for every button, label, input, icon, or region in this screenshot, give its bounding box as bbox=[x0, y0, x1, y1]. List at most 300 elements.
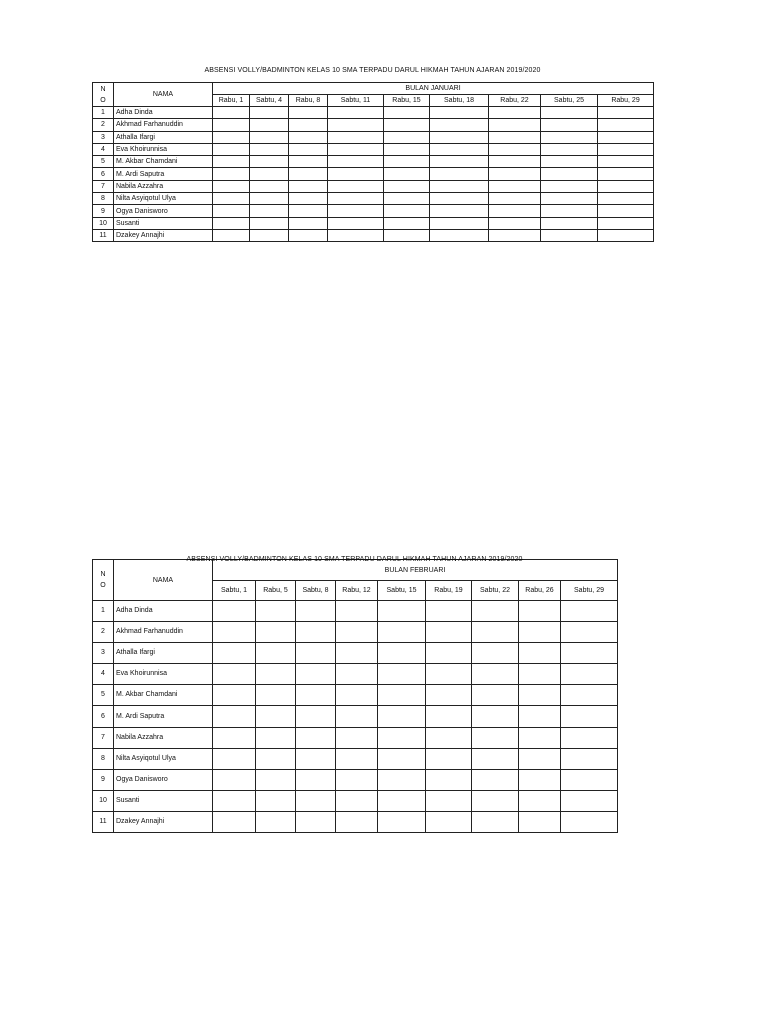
table-row bbox=[93, 601, 618, 622]
student-name: Ogya Danisworo bbox=[114, 205, 213, 217]
no-header-top: N bbox=[100, 571, 106, 578]
student-name: Adha Dinda bbox=[114, 107, 213, 119]
attendance-cell[interactable] bbox=[598, 156, 654, 168]
attendance-cell[interactable] bbox=[256, 769, 296, 790]
attendance-cell[interactable] bbox=[213, 790, 256, 811]
attendance-cell[interactable] bbox=[296, 601, 336, 622]
attendance-cell[interactable] bbox=[384, 168, 430, 180]
attendance-cell[interactable] bbox=[472, 685, 519, 706]
table-row bbox=[93, 205, 654, 217]
attendance-cell[interactable] bbox=[289, 107, 328, 119]
attendance-cell[interactable] bbox=[213, 217, 250, 229]
attendance-cell[interactable] bbox=[426, 601, 472, 622]
date-header: Sabtu, 8 bbox=[296, 581, 336, 601]
attendance-cell[interactable] bbox=[256, 643, 296, 664]
student-number: 10 bbox=[93, 217, 114, 229]
attendance-cell[interactable] bbox=[430, 180, 489, 192]
attendance-cell[interactable] bbox=[296, 643, 336, 664]
attendance-cell[interactable] bbox=[541, 180, 598, 192]
table-row bbox=[93, 706, 618, 727]
attendance-cell[interactable] bbox=[378, 643, 426, 664]
table-row bbox=[93, 156, 654, 168]
student-name: Susanti bbox=[114, 217, 213, 229]
attendance-cell[interactable] bbox=[541, 156, 598, 168]
attendance-cell[interactable] bbox=[489, 119, 541, 131]
date-header: Sabtu, 22 bbox=[472, 581, 519, 601]
student-name: M. Ardi Saputra bbox=[114, 706, 213, 727]
student-number: 7 bbox=[93, 727, 114, 748]
student-name: Akhmad Farhanuddin bbox=[114, 622, 213, 643]
attendance-cell[interactable] bbox=[289, 143, 328, 155]
attendance-cell[interactable] bbox=[289, 131, 328, 143]
header-row bbox=[93, 83, 654, 95]
table-row bbox=[93, 748, 618, 769]
attendance-cell[interactable] bbox=[384, 193, 430, 205]
attendance-cell[interactable] bbox=[328, 193, 384, 205]
attendance-cell[interactable] bbox=[430, 156, 489, 168]
attendance-cell[interactable] bbox=[598, 205, 654, 217]
attendance-table bbox=[92, 559, 618, 833]
attendance-cell[interactable] bbox=[336, 748, 378, 769]
student-name: Nabila Azzahra bbox=[114, 180, 213, 192]
attendance-cell[interactable] bbox=[213, 143, 250, 155]
attendance-cell[interactable] bbox=[541, 217, 598, 229]
attendance-cell[interactable] bbox=[426, 769, 472, 790]
attendance-cell[interactable] bbox=[561, 643, 618, 664]
date-header: Sabtu, 11 bbox=[328, 95, 384, 107]
attendance-cell[interactable] bbox=[378, 790, 426, 811]
date-header: Sabtu, 18 bbox=[430, 95, 489, 107]
attendance-cell[interactable] bbox=[336, 685, 378, 706]
table-row bbox=[93, 193, 654, 205]
attendance-cell[interactable] bbox=[472, 811, 519, 832]
attendance-cell[interactable] bbox=[519, 643, 561, 664]
attendance-cell[interactable] bbox=[598, 168, 654, 180]
attendance-cell[interactable] bbox=[289, 217, 328, 229]
student-name: Nilta Asyiqotul Ulya bbox=[114, 748, 213, 769]
attendance-cell[interactable] bbox=[426, 790, 472, 811]
attendance-cell[interactable] bbox=[472, 790, 519, 811]
date-header: Rabu, 26 bbox=[519, 581, 561, 601]
student-name: Eva Khoirunnisa bbox=[114, 143, 213, 155]
attendance-cell[interactable] bbox=[378, 769, 426, 790]
attendance-cell[interactable] bbox=[296, 769, 336, 790]
student-number: 5 bbox=[93, 156, 114, 168]
table-row bbox=[93, 180, 654, 192]
attendance-cell[interactable] bbox=[378, 748, 426, 769]
attendance-cell[interactable] bbox=[328, 107, 384, 119]
month-header: BULAN FEBRUARI bbox=[213, 560, 618, 581]
date-header: Sabtu, 15 bbox=[378, 581, 426, 601]
name-header: NAMA bbox=[114, 560, 213, 601]
no-header-bottom: O bbox=[100, 582, 106, 589]
no-header bbox=[93, 560, 114, 601]
attendance-cell[interactable] bbox=[489, 217, 541, 229]
attendance-cell[interactable] bbox=[384, 143, 430, 155]
attendance-cell[interactable] bbox=[213, 229, 250, 241]
attendance-cell[interactable] bbox=[430, 168, 489, 180]
date-header: Sabtu, 4 bbox=[250, 95, 289, 107]
attendance-cell[interactable] bbox=[430, 143, 489, 155]
attendance-cell[interactable] bbox=[328, 131, 384, 143]
attendance-cell[interactable] bbox=[328, 168, 384, 180]
attendance-cell[interactable] bbox=[472, 643, 519, 664]
attendance-cell[interactable] bbox=[213, 643, 256, 664]
attendance-cell[interactable] bbox=[426, 811, 472, 832]
attendance-cell[interactable] bbox=[598, 131, 654, 143]
attendance-cell[interactable] bbox=[489, 156, 541, 168]
attendance-cell[interactable] bbox=[561, 748, 618, 769]
table-row bbox=[93, 664, 618, 685]
date-header: Sabtu, 1 bbox=[213, 581, 256, 601]
attendance-cell[interactable] bbox=[472, 622, 519, 643]
attendance-cell[interactable] bbox=[336, 811, 378, 832]
student-number: 3 bbox=[93, 131, 114, 143]
attendance-cell[interactable] bbox=[378, 727, 426, 748]
attendance-cell[interactable] bbox=[519, 685, 561, 706]
attendance-cell[interactable] bbox=[213, 168, 250, 180]
attendance-cell[interactable] bbox=[250, 143, 289, 155]
attendance-cell[interactable] bbox=[336, 769, 378, 790]
attendance-cell[interactable] bbox=[489, 193, 541, 205]
attendance-cell[interactable] bbox=[430, 107, 489, 119]
attendance-cell[interactable] bbox=[430, 229, 489, 241]
attendance-cell[interactable] bbox=[328, 229, 384, 241]
attendance-cell[interactable] bbox=[561, 664, 618, 685]
attendance-cell[interactable] bbox=[256, 790, 296, 811]
attendance-cell[interactable] bbox=[519, 727, 561, 748]
attendance-cell[interactable] bbox=[519, 748, 561, 769]
attendance-cell[interactable] bbox=[336, 706, 378, 727]
attendance-cell[interactable] bbox=[519, 601, 561, 622]
attendance-cell[interactable] bbox=[384, 229, 430, 241]
attendance-cell[interactable] bbox=[472, 727, 519, 748]
attendance-cell[interactable] bbox=[289, 193, 328, 205]
attendance-cell[interactable] bbox=[489, 180, 541, 192]
student-number: 2 bbox=[93, 622, 114, 643]
attendance-cell[interactable] bbox=[561, 769, 618, 790]
attendance-cell[interactable] bbox=[384, 119, 430, 131]
attendance-cell[interactable] bbox=[256, 622, 296, 643]
attendance-cell[interactable] bbox=[472, 664, 519, 685]
date-header: Rabu, 15 bbox=[384, 95, 430, 107]
attendance-cell[interactable] bbox=[598, 217, 654, 229]
attendance-cell[interactable] bbox=[289, 229, 328, 241]
table-row bbox=[93, 229, 654, 241]
attendance-cell[interactable] bbox=[250, 119, 289, 131]
attendance-cell[interactable] bbox=[430, 205, 489, 217]
attendance-cell[interactable] bbox=[489, 205, 541, 217]
attendance-cell[interactable] bbox=[336, 664, 378, 685]
attendance-cell[interactable] bbox=[430, 131, 489, 143]
student-name: Athalla Ifargi bbox=[114, 643, 213, 664]
attendance-cell[interactable] bbox=[328, 217, 384, 229]
student-number: 10 bbox=[93, 790, 114, 811]
month-header: BULAN JANUARI bbox=[213, 83, 654, 95]
attendance-cell[interactable] bbox=[213, 664, 256, 685]
date-header: Rabu, 1 bbox=[213, 95, 250, 107]
attendance-cell[interactable] bbox=[378, 622, 426, 643]
attendance-cell[interactable] bbox=[296, 811, 336, 832]
table-row bbox=[93, 790, 618, 811]
student-number: 1 bbox=[93, 107, 114, 119]
attendance-cell[interactable] bbox=[213, 205, 250, 217]
attendance-cell[interactable] bbox=[561, 601, 618, 622]
attendance-cell[interactable] bbox=[426, 685, 472, 706]
attendance-cell[interactable] bbox=[213, 193, 250, 205]
attendance-cell[interactable] bbox=[250, 168, 289, 180]
attendance-cell[interactable] bbox=[328, 180, 384, 192]
attendance-cell[interactable] bbox=[289, 205, 328, 217]
attendance-cell[interactable] bbox=[561, 811, 618, 832]
attendance-cell[interactable] bbox=[256, 601, 296, 622]
attendance-cell[interactable] bbox=[256, 685, 296, 706]
no-header-top: N bbox=[100, 85, 106, 93]
attendance-cell[interactable] bbox=[519, 769, 561, 790]
sheet-title: ABSENSI VOLLY/BADMINTON KELAS 10 SMA TERPADU DARUL HIKMAH TAHUN AJARAN 2019/2020 bbox=[186, 556, 523, 563]
table-row bbox=[93, 217, 654, 229]
attendance-cell[interactable] bbox=[426, 727, 472, 748]
attendance-cell[interactable] bbox=[256, 748, 296, 769]
attendance-cell[interactable] bbox=[598, 193, 654, 205]
attendance-cell[interactable] bbox=[561, 685, 618, 706]
attendance-cell[interactable] bbox=[384, 180, 430, 192]
attendance-cell[interactable] bbox=[213, 811, 256, 832]
attendance-cell[interactable] bbox=[213, 180, 250, 192]
student-name: Dzakey Annajhi bbox=[114, 229, 213, 241]
attendance-cell[interactable] bbox=[213, 119, 250, 131]
student-number: 8 bbox=[93, 193, 114, 205]
attendance-cell[interactable] bbox=[213, 769, 256, 790]
date-header: Rabu, 29 bbox=[598, 95, 654, 107]
attendance-cell[interactable] bbox=[561, 790, 618, 811]
attendance-cell[interactable] bbox=[213, 727, 256, 748]
attendance-cell[interactable] bbox=[256, 727, 296, 748]
attendance-cell[interactable] bbox=[489, 168, 541, 180]
attendance-cell[interactable] bbox=[430, 193, 489, 205]
attendance-cell[interactable] bbox=[296, 727, 336, 748]
student-name: Susanti bbox=[114, 790, 213, 811]
attendance-cell[interactable] bbox=[378, 706, 426, 727]
attendance-cell[interactable] bbox=[378, 664, 426, 685]
attendance-cell[interactable] bbox=[213, 131, 250, 143]
attendance-cell[interactable] bbox=[541, 143, 598, 155]
student-name: Dzakey Annajhi bbox=[114, 811, 213, 832]
attendance-cell[interactable] bbox=[250, 217, 289, 229]
table-row bbox=[93, 119, 654, 131]
attendance-cell[interactable] bbox=[250, 205, 289, 217]
attendance-cell[interactable] bbox=[256, 664, 296, 685]
date-header: Rabu, 22 bbox=[489, 95, 541, 107]
student-name: Ogya Danisworo bbox=[114, 769, 213, 790]
attendance-cell[interactable] bbox=[541, 193, 598, 205]
attendance-cell[interactable] bbox=[472, 601, 519, 622]
table-row bbox=[93, 811, 618, 832]
student-name: M. Ardi Saputra bbox=[114, 168, 213, 180]
attendance-cell[interactable] bbox=[384, 131, 430, 143]
date-header: Rabu, 5 bbox=[256, 581, 296, 601]
attendance-cell[interactable] bbox=[384, 156, 430, 168]
table-row bbox=[93, 107, 654, 119]
attendance-cell[interactable] bbox=[213, 601, 256, 622]
attendance-cell[interactable] bbox=[336, 727, 378, 748]
table-row bbox=[93, 143, 654, 155]
attendance-sheet-february bbox=[92, 555, 617, 833]
name-header: NAMA bbox=[114, 83, 213, 107]
attendance-cell[interactable] bbox=[250, 107, 289, 119]
attendance-cell[interactable] bbox=[541, 119, 598, 131]
student-name: M. Akbar Chamdani bbox=[114, 685, 213, 706]
attendance-cell[interactable] bbox=[250, 131, 289, 143]
attendance-cell[interactable] bbox=[426, 622, 472, 643]
attendance-cell[interactable] bbox=[519, 790, 561, 811]
table-row bbox=[93, 685, 618, 706]
student-number: 8 bbox=[93, 748, 114, 769]
attendance-cell[interactable] bbox=[296, 748, 336, 769]
attendance-cell[interactable] bbox=[336, 643, 378, 664]
attendance-cell[interactable] bbox=[328, 205, 384, 217]
table-row bbox=[93, 643, 618, 664]
attendance-cell[interactable] bbox=[489, 229, 541, 241]
date-header: Rabu, 19 bbox=[426, 581, 472, 601]
student-number: 1 bbox=[93, 601, 114, 622]
attendance-cell[interactable] bbox=[250, 156, 289, 168]
attendance-cell[interactable] bbox=[541, 205, 598, 217]
attendance-cell[interactable] bbox=[289, 168, 328, 180]
attendance-cell[interactable] bbox=[256, 706, 296, 727]
attendance-cell[interactable] bbox=[489, 131, 541, 143]
attendance-cell[interactable] bbox=[519, 664, 561, 685]
date-header: Rabu, 12 bbox=[336, 581, 378, 601]
attendance-cell[interactable] bbox=[336, 622, 378, 643]
attendance-cell[interactable] bbox=[598, 143, 654, 155]
student-number: 6 bbox=[93, 706, 114, 727]
attendance-cell[interactable] bbox=[250, 180, 289, 192]
attendance-cell[interactable] bbox=[250, 193, 289, 205]
attendance-cell[interactable] bbox=[296, 622, 336, 643]
attendance-cell[interactable] bbox=[598, 229, 654, 241]
date-header: Sabtu, 25 bbox=[541, 95, 598, 107]
attendance-cell[interactable] bbox=[519, 706, 561, 727]
attendance-cell[interactable] bbox=[336, 790, 378, 811]
attendance-cell[interactable] bbox=[378, 601, 426, 622]
student-number: 9 bbox=[93, 205, 114, 217]
attendance-cell[interactable] bbox=[289, 156, 328, 168]
no-header bbox=[93, 83, 114, 107]
student-number: 4 bbox=[93, 143, 114, 155]
attendance-cell[interactable] bbox=[296, 685, 336, 706]
attendance-cell[interactable] bbox=[541, 107, 598, 119]
no-header-bottom: O bbox=[100, 96, 106, 104]
attendance-cell[interactable] bbox=[472, 769, 519, 790]
attendance-cell[interactable] bbox=[519, 811, 561, 832]
attendance-cell[interactable] bbox=[328, 119, 384, 131]
student-number: 7 bbox=[93, 180, 114, 192]
attendance-cell[interactable] bbox=[426, 643, 472, 664]
table-row bbox=[93, 168, 654, 180]
attendance-cell[interactable] bbox=[426, 748, 472, 769]
student-name: Adha Dinda bbox=[114, 601, 213, 622]
sheet-title: ABSENSI VOLLY/BADMINTON KELAS 10 SMA TERPADU DARUL HIKMAH TAHUN AJARAN 2019/2020 bbox=[204, 67, 541, 74]
attendance-cell[interactable] bbox=[519, 622, 561, 643]
attendance-cell[interactable] bbox=[213, 622, 256, 643]
attendance-cell[interactable] bbox=[472, 748, 519, 769]
attendance-cell[interactable] bbox=[296, 790, 336, 811]
attendance-cell[interactable] bbox=[336, 601, 378, 622]
attendance-cell[interactable] bbox=[256, 811, 296, 832]
attendance-cell[interactable] bbox=[328, 143, 384, 155]
attendance-sheet-january bbox=[92, 66, 653, 242]
table-row bbox=[93, 131, 654, 143]
student-number: 9 bbox=[93, 769, 114, 790]
table-row bbox=[93, 727, 618, 748]
attendance-cell[interactable] bbox=[489, 107, 541, 119]
attendance-cell[interactable] bbox=[213, 107, 250, 119]
student-name: Athalla Ifargi bbox=[114, 131, 213, 143]
date-header: Rabu, 8 bbox=[289, 95, 328, 107]
attendance-cell[interactable] bbox=[213, 156, 250, 168]
attendance-cell[interactable] bbox=[289, 180, 328, 192]
attendance-cell[interactable] bbox=[489, 143, 541, 155]
student-name: Akhmad Farhanuddin bbox=[114, 119, 213, 131]
attendance-cell[interactable] bbox=[430, 119, 489, 131]
attendance-cell[interactable] bbox=[561, 727, 618, 748]
attendance-cell[interactable] bbox=[426, 664, 472, 685]
attendance-cell[interactable] bbox=[472, 706, 519, 727]
student-number: 2 bbox=[93, 119, 114, 131]
attendance-cell[interactable] bbox=[598, 107, 654, 119]
attendance-cell[interactable] bbox=[598, 119, 654, 131]
student-name: Nilta Asyiqotul Ulya bbox=[114, 193, 213, 205]
student-number: 3 bbox=[93, 643, 114, 664]
student-number: 6 bbox=[93, 168, 114, 180]
student-number: 4 bbox=[93, 664, 114, 685]
attendance-cell[interactable] bbox=[384, 107, 430, 119]
student-name: Nabila Azzahra bbox=[114, 727, 213, 748]
student-name: Eva Khoirunnisa bbox=[114, 664, 213, 685]
table-row bbox=[93, 769, 618, 790]
attendance-cell[interactable] bbox=[378, 811, 426, 832]
attendance-cell[interactable] bbox=[250, 229, 289, 241]
attendance-cell[interactable] bbox=[328, 156, 384, 168]
attendance-cell[interactable] bbox=[213, 706, 256, 727]
attendance-cell[interactable] bbox=[213, 748, 256, 769]
date-header: Sabtu, 29 bbox=[561, 581, 618, 601]
attendance-cell[interactable] bbox=[384, 217, 430, 229]
attendance-table bbox=[92, 82, 654, 242]
attendance-cell[interactable] bbox=[213, 685, 256, 706]
attendance-cell[interactable] bbox=[541, 168, 598, 180]
student-number: 11 bbox=[93, 229, 114, 241]
attendance-cell[interactable] bbox=[296, 664, 336, 685]
attendance-cell[interactable] bbox=[426, 706, 472, 727]
attendance-cell[interactable] bbox=[384, 205, 430, 217]
attendance-cell[interactable] bbox=[289, 119, 328, 131]
table-row bbox=[93, 622, 618, 643]
attendance-cell[interactable] bbox=[561, 622, 618, 643]
attendance-cell[interactable] bbox=[541, 131, 598, 143]
header-row bbox=[93, 560, 618, 581]
student-number: 5 bbox=[93, 685, 114, 706]
student-name: M. Akbar Chamdani bbox=[114, 156, 213, 168]
student-number: 11 bbox=[93, 811, 114, 832]
attendance-cell[interactable] bbox=[296, 706, 336, 727]
attendance-cell[interactable] bbox=[378, 685, 426, 706]
attendance-cell[interactable] bbox=[430, 217, 489, 229]
attendance-cell[interactable] bbox=[541, 229, 598, 241]
attendance-cell[interactable] bbox=[561, 706, 618, 727]
attendance-cell[interactable] bbox=[598, 180, 654, 192]
